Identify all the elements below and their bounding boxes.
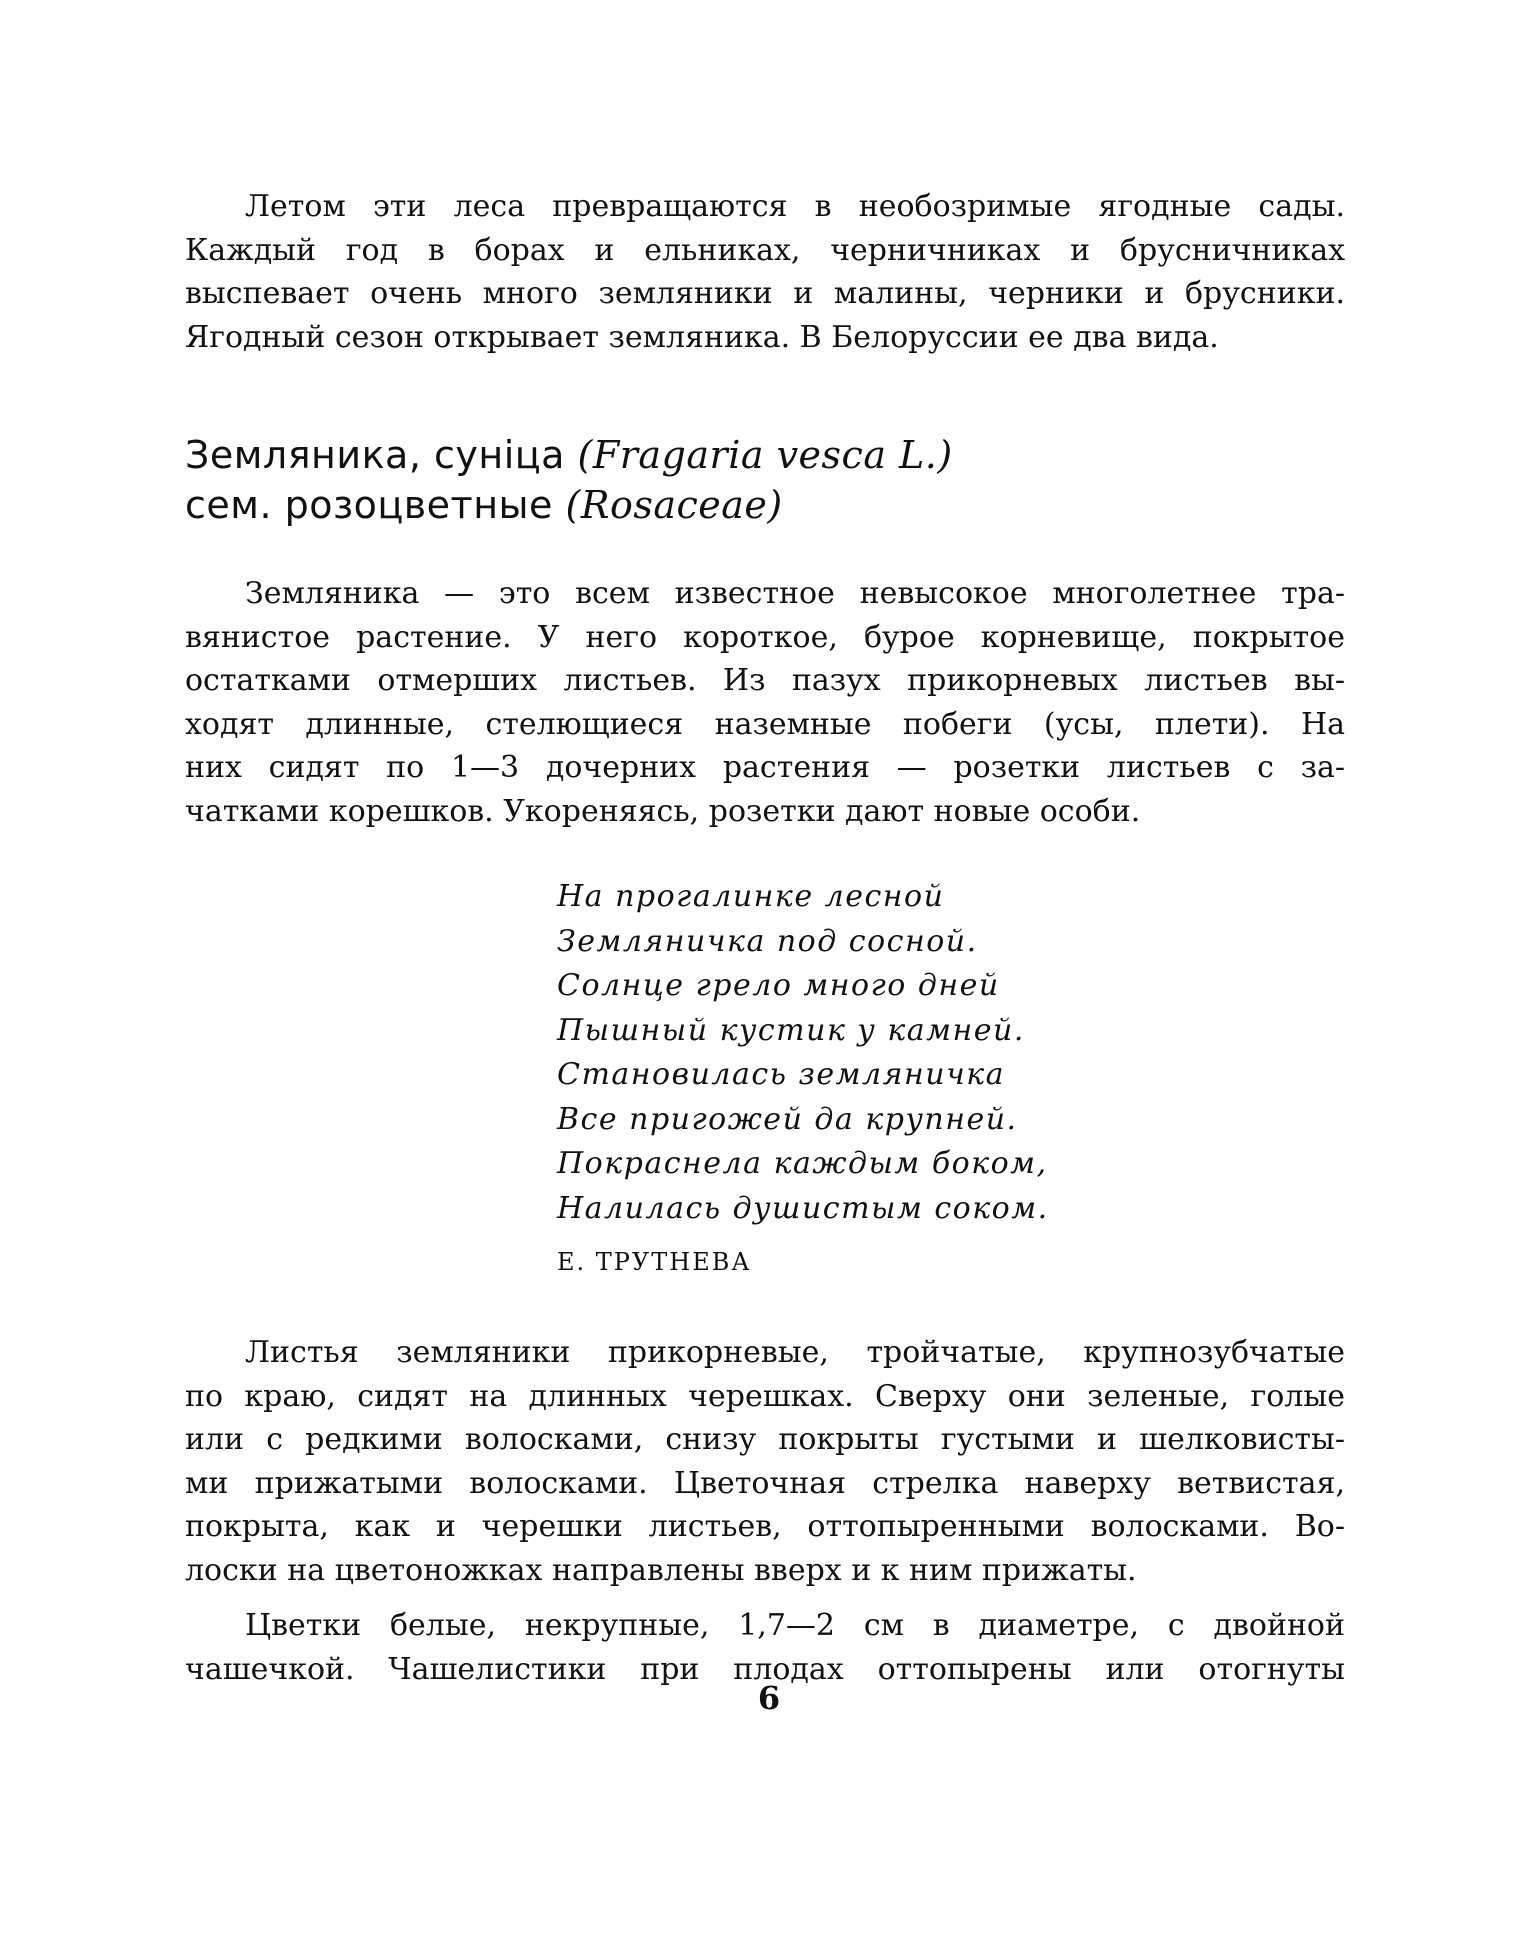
text-line: по краю, сидят на длинных черешках. Сверху они зеленые, голые (185, 1378, 1345, 1414)
description-paragraph (185, 572, 1345, 833)
leaves-paragraph (185, 1331, 1345, 1592)
text-line: Листья земляники прикорневые, тройчатые, крупнозубчатые (245, 1335, 1345, 1370)
text-line: Каждый год в борах и ельниках, черничниках и брусничниках (185, 232, 1345, 268)
poem-line: Становилась земляничка (557, 1057, 1006, 1092)
intro-paragraph (185, 185, 1345, 359)
text-line: покрыта, как и черешки листьев, оттопыренными волосками. Во- (185, 1509, 1345, 1544)
text-line: или с редкими волосками, снизу покрыты густыми и шелковисты- (185, 1422, 1345, 1457)
poem-line: Покраснела каждым боком, (557, 1146, 1048, 1181)
poem-line: На прогалинке лесной (557, 879, 945, 914)
poem-author: Е. ТРУТНЕВА (557, 1248, 752, 1276)
text-line: ходят длинные, стелющиеся наземные побеги (усы, плети). На (185, 706, 1345, 742)
poem-line: Все пригожей да крупней. (557, 1101, 1018, 1137)
family-name: сем. розоцветные (185, 483, 553, 527)
plant-name: Земляника, суніца (185, 433, 565, 477)
text-line: них сидят по 1—3 дочерних растения — розетки листьев с за- (185, 750, 1345, 785)
text-line: лоски на цветоножках направлены вверх и к ним прижаты. (185, 1552, 1137, 1588)
text-line: Ягодный сезон открывает земляника. В Белоруссии ее два вида. (185, 319, 1219, 355)
page-number: 6 (757, 1679, 781, 1717)
text-line: остатками отмерших листьев. Из пазух прикорневых листьев вы- (185, 663, 1345, 698)
poem-line: Земляничка под сосной. (557, 923, 978, 959)
family-latin-name: (Rosaceae) (565, 483, 783, 527)
heading-line-1 (185, 430, 1345, 480)
flowers-paragraph (185, 1604, 1345, 1691)
poem-line: Налилась душистым соком. (557, 1190, 1049, 1226)
poem-line: Солнце грело много дней (557, 968, 1000, 1003)
poem (557, 875, 1049, 1231)
text-line: чатками корешков. Укореняясь, розетки дают новые особи. (185, 793, 1141, 829)
heading-line-2 (185, 480, 1345, 530)
text-line: вянистое растение. У него короткое, бурое корневище, покрытое (185, 619, 1345, 655)
latin-name: (Fragaria vesca L.) (577, 433, 953, 477)
text-line: Летом эти леса превращаются в необозримые ягодные сады. (245, 189, 1345, 224)
text-line: чашечкой. Чашелистики при плодах оттопырены или отогнуты (185, 1651, 1345, 1687)
text-line: Цветки белые, некрупные, 1,7—2 см в диаметре, с двойной (245, 1608, 1345, 1643)
text-line: выспевает очень много земляники и малины, черники и брусники. (185, 276, 1345, 311)
section-heading (185, 430, 1345, 530)
poem-line: Пышный кустик у камней. (557, 1012, 1025, 1048)
text-line: Земляника — это всем известное невысокое многолетнее тра- (245, 576, 1345, 611)
text-line: ми прижатыми волосками. Цветочная стрелка наверху ветвистая, (185, 1465, 1345, 1501)
